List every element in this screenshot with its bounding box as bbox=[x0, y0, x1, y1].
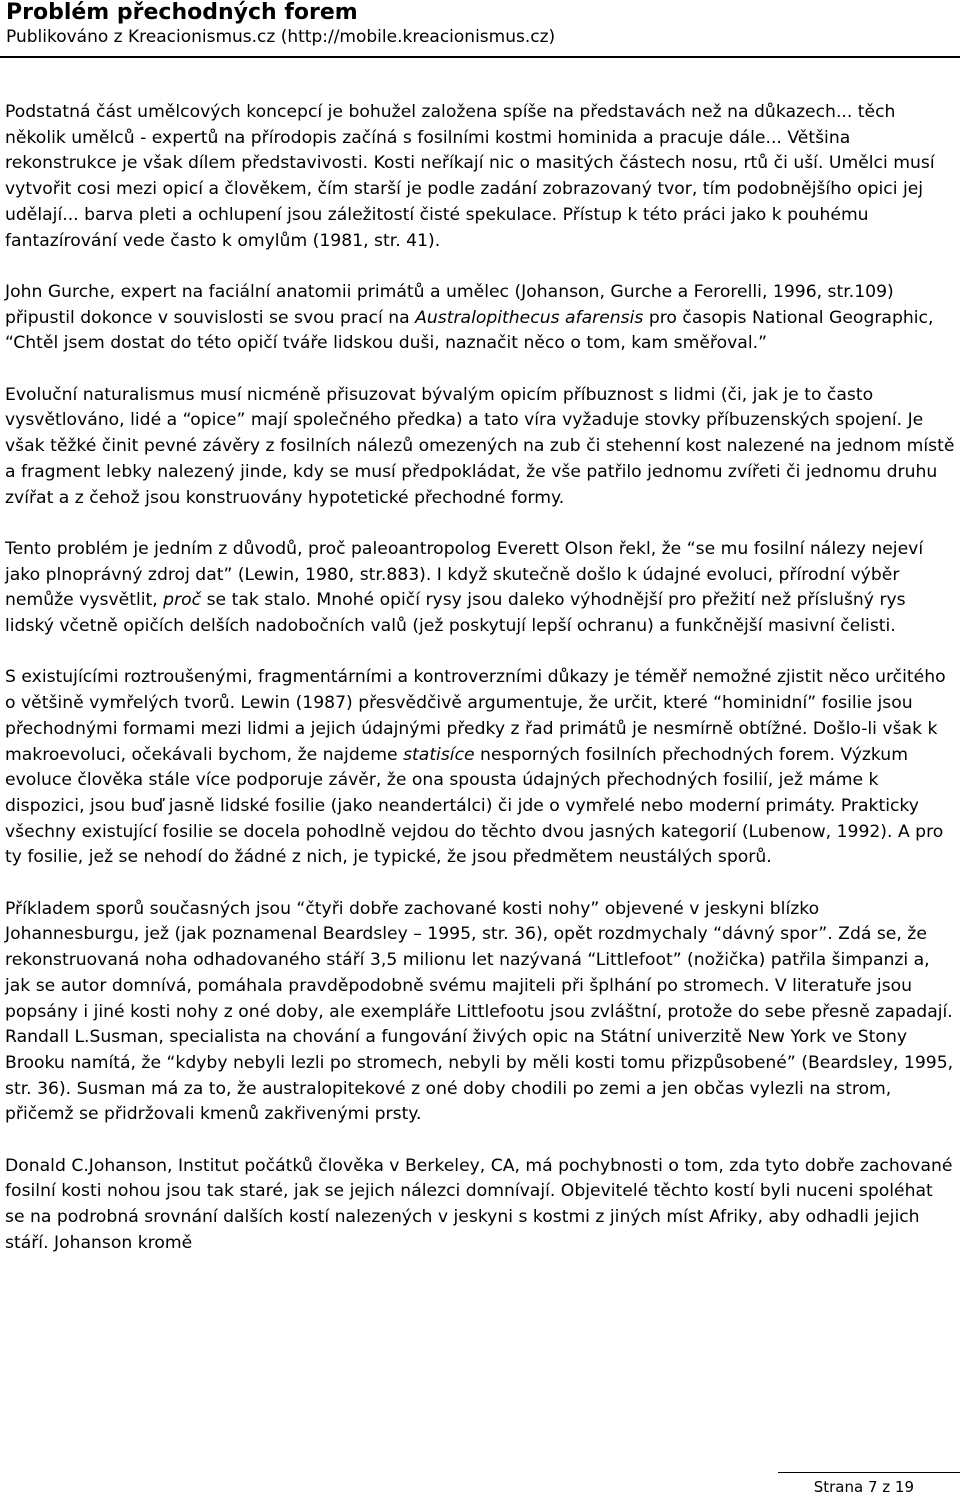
paragraph: Donald C.Johanson, Institut počátků člověka v Berkeley, CA, má pochybnosti o tom, zda tyto dobře zachované fosilní kosti nohou jsou tak staré, jak se jejich nálezci domnívají. Objevitelé těchto kostí byli nuceni spoléhat se na podrobná srovnání dalších kostí nalezených v jeskyni s kostmi z jiných míst Afriky, aby odhadli jejich stáří. Johanson kromě bbox=[5, 1155, 953, 1253]
emphasis: Australopithecus afarensis bbox=[415, 307, 644, 328]
document-title: Problém přechodných forem bbox=[6, 0, 358, 25]
paragraph: Příkladem sporů současných jsou “čtyři dobře zachované kosti nohy” objevené v jeskyni blízko Johannesburgu, jež (jak poznamenal Beardsley – 1995, str. 36), opět rozdmychaly “dávný spor”. Zdá se, že rekonstruovaná noha odhadovaného stáří 3,5 milionu let nazývaná “Littlefoot” (nožička) patřila šimpanzi a, jak se autor domnívá, pomáhala pravděpodobně svému majiteli při šplhání po stromech. V literatuře jsou popsány i jiné kosti nohy z oné doby, ale exempláře Littlefootu jsou zvláštní, protože do sebe přesně zapadají. Randall L.Susman, specialista na chování a fungování živých opic na Státní univerzitě New York ve Stony Brooku namítá, že “kdyby nebyli lezli po stromech, nebyli by měli kosti tomu přizpůsobené” (Beardsley, 1995, str. 36). Susman má za to, že australopitekové z oné doby chodili po zemi a jen občas vylezli na strom, přičemž se přidržovali kmenů zakřivenými prsty. bbox=[5, 898, 954, 1125]
paragraph: S existujícími roztroušenými, fragmentárními a kontroverzními důkazy je téměř nemožné zjistit něco určitého o většině vymřelých tvorů. Lewin (1987) přesvědčivě argumentuje, že určit, které “hominidní” fosilie jsou přechodnými formami mezi lidmi a jejich údajnými předky z řad primátů je nesmírně obtížné. Došlo-li však k makroevoluci, očekávali bychom, že najdeme statisíce nesporných fosilních přechodných forem. Výzkum evoluce člověka stále více podporuje závěr, že ona spousta údajných přechodných fosilií, jež máme k dispozici, jsou buď jasně lidské fosilie (jako neandertálci) či jde o vymřelé nebo moderní primáty. Prakticky všechny existující fosilie se docela pohodlně vejdou do těchto dvou jasných kategorií (Lubenow, 1992). A pro ty fosilie, jež se nehodí do žádné z nich, je typické, že jsou předmětem neustálých sporů. bbox=[5, 667, 946, 868]
emphasis: statisíce bbox=[403, 744, 475, 765]
paragraph: Evoluční naturalismus musí nicméně přisuzovat bývalým opicím příbuznost s lidmi (či, jak je to často vysvětlováno, lidé a “opice” mají společného předka) a tato víra vyžaduje stovky příbuzenských spojení. Je však těžké činit pevné závěry z fosilních nálezů omezených na zub či stehenní kost nalezené na jednom místě a fragment lebky nalezený jinde, kdy se musí předpokládat, že vše patřilo jednomu zvířeti či jednomu druhu zvířat a z čehož jsou konstruovány hypotetické přechodné formy. bbox=[5, 384, 955, 508]
document-header bbox=[0, 0, 960, 48]
paragraph: Tento problém je jedním z důvodů, proč paleoantropolog Everett Olson řekl, že “se mu fosilní nálezy nejeví jako plnoprávný zdroj dat” (Lewin, 1980, str.883). I když skutečně došlo k údajné evoluci, přírodní výběr nemůže vysvětlit, proč se tak stalo. Mnohé opičí rysy jsou daleko výhodnější pro přežití než příslušný rys lidský včetně opičích delších nadobočních valů (jež poskytují lepší ochranu) a funkčnější masivní čelisti. bbox=[5, 538, 924, 637]
header-divider bbox=[0, 56, 960, 58]
page-number: Strana 7 z 19 bbox=[813, 1478, 914, 1496]
paragraph: Podstatná část umělcových koncepcí je bohužel založena spíše na představách než na důkazech... těch několik umělců - expertů na přírodopis začíná s fosilními kostmi hominida a pracuje dále... Většina rekonstrukce je však dílem představivosti. Kosti neříkají nic o masitých částech nosu, rtů či uší. Umělci musí vytvořit cosi mezi opicí a člověkem, čím starší je podle zadání zobrazovaný tvor, tím podobnějšího opici jej udělají... barva pleti a ochlupení jsou záležitostí čisté spekulace. Přístup k této práci jako k pouhému fantazírování vede často k omylům (1981, str. 41). bbox=[5, 102, 935, 251]
paragraph: John Gurche, expert na faciální anatomii primátů a umělec (Johanson, Gurche a Ferorelli, 1996, str.109) připustil dokonce v souvislosti se svou prací na Australopithecus afarensis pro časopis National Geographic, “Chtěl jsem dostat do této opičí tváře lidskou duši, naznačit něco o tom, kam směřoval.” bbox=[5, 281, 934, 354]
article-body bbox=[5, 100, 955, 1257]
footer-divider bbox=[778, 1472, 960, 1473]
emphasis: proč bbox=[163, 590, 202, 611]
document-source: Publikováno z Kreacionismus.cz (http://mobile.kreacionismus.cz) bbox=[6, 27, 556, 47]
